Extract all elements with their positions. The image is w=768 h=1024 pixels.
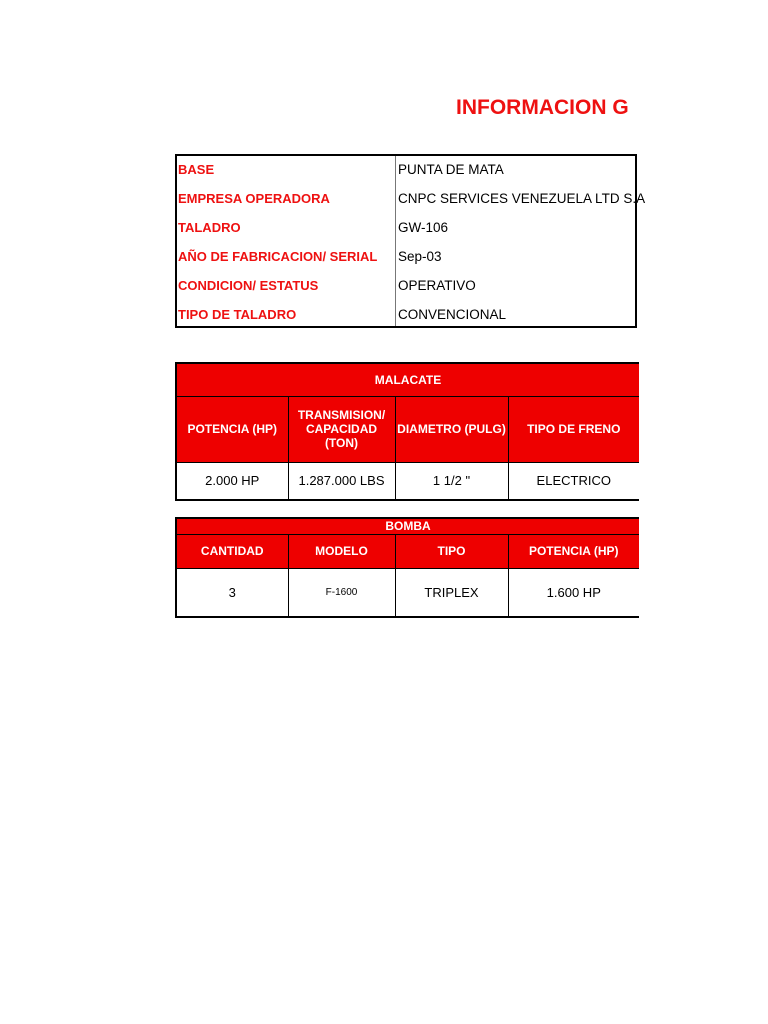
info-row-condicion [177,272,635,301]
info-row-fabricacion [177,243,635,272]
malacate-header-potencia: POTENCIA (HP) [187,422,278,436]
info-row-empresa [177,185,646,214]
bomba-table [175,517,639,618]
info-label: TIPO DE TALADRO [178,307,297,322]
info-label: EMPRESA OPERADORA [178,191,330,206]
malacate-title: MALACATE [176,363,639,396]
malacate-value-transmision: 1.287.000 LBS [288,462,395,500]
info-row-tipo [177,301,635,330]
bomba-header-potencia: POTENCIA (HP) [508,534,639,568]
info-label: TALADRO [178,220,241,235]
info-label: CONDICION/ ESTATUS [178,278,319,293]
info-row-taladro [177,214,635,243]
info-row-base [177,156,635,185]
malacate-value-potencia: 2.000 HP [176,462,288,500]
malacate-header-diametro: DIAMETRO (PULG) [395,396,508,462]
bomba-value-cantidad: 3 [176,568,288,617]
malacate-value-freno: ELECTRICO [508,462,639,500]
info-value: PUNTA DE MATA [398,162,504,177]
malacate-value-diametro: 1 1/2 " [395,462,508,500]
malacate-table [175,362,639,501]
general-info-table [175,154,646,328]
bomba-header-cantidad: CANTIDAD [200,544,264,558]
bomba-value-modelo: F-1600 [288,568,395,617]
bomba-value-potencia: 1.600 HP [508,568,639,617]
document-title: INFORMACION G [456,96,629,119]
bomba-value-tipo: TRIPLEX [395,568,508,617]
bomba-title: BOMBA [176,518,639,534]
malacate-header-transmision: TRANSMISION/ CAPACIDAD (TON) [288,396,395,462]
info-value: Sep-03 [398,249,442,264]
bomba-header-modelo: MODELO [288,534,395,568]
info-value: CONVENCIONAL [398,307,507,322]
info-label: BASE [178,162,215,177]
info-value: CNPC SERVICES VENEZUELA LTD S.A [398,191,646,206]
info-value: GW-106 [398,220,449,235]
bomba-header-tipo: TIPO [395,534,508,568]
info-label: AÑO DE FABRICACION/ SERIAL [178,249,378,264]
malacate-header-freno: TIPO DE FRENO [508,396,639,462]
info-value: OPERATIVO [398,278,476,293]
